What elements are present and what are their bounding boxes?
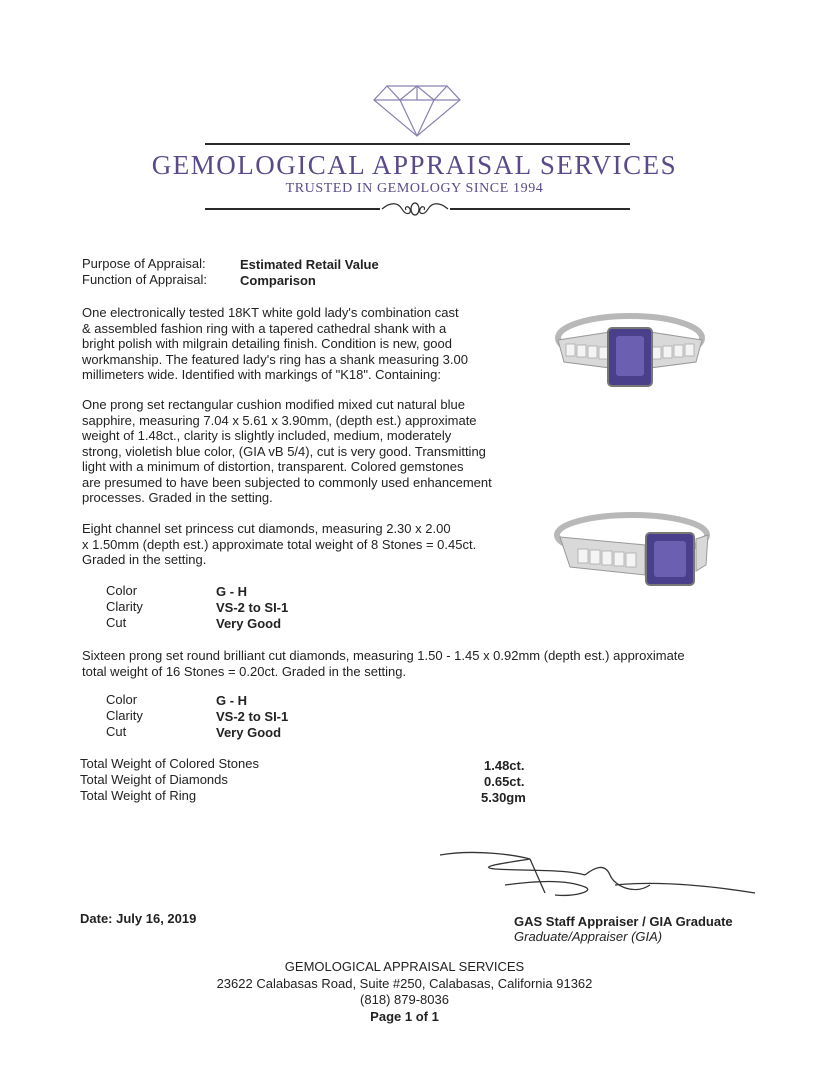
footer-address: 23622 Calabasas Road, Suite #250, Calabasas, California 91362 xyxy=(216,976,593,991)
company-tagline: TRUSTED IN GEMOLOGY SINCE 1994 xyxy=(285,181,544,196)
princess-grade-color-label: Color xyxy=(106,583,138,598)
appraisal-date: Date: July 16, 2019 xyxy=(80,911,197,926)
purpose-value: Estimated Retail Value xyxy=(240,257,379,272)
company-name: GEMOLOGICAL APPRAISAL SERVICES xyxy=(151,150,678,180)
princess-grade-color-value: G - H xyxy=(216,584,248,599)
purpose-label: Purpose of Appraisal: xyxy=(82,256,206,271)
function-value: Comparison xyxy=(240,273,316,288)
total-ring-label: Total Weight of Ring xyxy=(80,788,197,803)
round-diamonds-description: Sixteen prong set round brilliant cut diamonds, measuring 1.50 - 1.45 x 0.92mm (depth est.) approximate total weight of 16 Stones = 0.20ct. Graded in the setting. xyxy=(82,648,685,679)
round-grade-color-label: Color xyxy=(106,692,138,707)
appraiser-signature xyxy=(435,845,765,905)
sapphire-description: One prong set rectangular cushion modified mixed cut natural blue sapphire, measuring 7.04 x 5.61 x 3.90mm, (depth est.) approximate weight of 1.48ct., clarity is slightly included, medium, moderately strong, violetish blue color, (GIA vB 5/4), cut is very good. Transmitting light with a minimum of distortion, transparent. Colored gemstones are presumed to have been subjected to commonly used enhancement processes. Graded in the setting. xyxy=(82,397,492,505)
footer-phone: (818) 879-8036 xyxy=(360,992,449,1007)
princess-diamonds-description: Eight channel set princess cut diamonds, measuring 2.30 x 2.00 x 1.50mm (depth est.) approximate total weight of 8 Stones = 0.45ct. Graded in the setting. xyxy=(82,521,477,567)
princess-grade-cut-value: Very Good xyxy=(216,616,282,631)
princess-grade-clarity-label: Clarity xyxy=(106,599,143,614)
appraiser-subtitle: Graduate/Appraiser (GIA) xyxy=(514,929,663,944)
ring-description: One electronically tested 18KT white gold lady's combination cast & assembled fashion ring with a tapered cathedral shank with a bright polish with milgrain detailing finish. Condition is new, good workmanship. The featured lady's ring has a shank measuring 3.00 millimeters wide. Identified with markings of "K18". Containing: xyxy=(82,305,468,382)
total-colored-label: Total Weight of Colored Stones xyxy=(80,756,259,771)
appraiser-title: GAS Staff Appraiser / GIA Graduate xyxy=(514,914,733,929)
header-rule-right xyxy=(450,208,630,210)
round-grade-clarity-value: VS-2 to SI-1 xyxy=(216,709,289,724)
scroll-ornament-icon xyxy=(380,200,450,218)
page-number: Page 1 of 1 xyxy=(370,1009,439,1024)
round-grade-color-value: G - H xyxy=(216,693,248,708)
round-grade-clarity-label: Clarity xyxy=(106,708,143,723)
footer-company: GEMOLOGICAL APPRAISAL SERVICES xyxy=(284,959,525,974)
header-rule-left xyxy=(205,208,380,210)
total-colored-value: 1.48ct. xyxy=(484,758,525,773)
ring-photo-top xyxy=(550,300,710,400)
round-grade-cut-value: Very Good xyxy=(216,725,282,740)
round-grade-cut-label: Cut xyxy=(106,724,127,739)
total-diamonds-label: Total Weight of Diamonds xyxy=(80,772,228,787)
header-rule-top xyxy=(205,143,630,145)
diamond-logo-icon xyxy=(372,82,462,138)
ring-photo-side xyxy=(550,505,715,600)
total-ring-value: 5.30gm xyxy=(481,790,526,805)
function-label: Function of Appraisal: xyxy=(82,272,208,287)
princess-grade-clarity-value: VS-2 to SI-1 xyxy=(216,600,289,615)
total-diamonds-value: 0.65ct. xyxy=(484,774,525,789)
princess-grade-cut-label: Cut xyxy=(106,615,127,630)
